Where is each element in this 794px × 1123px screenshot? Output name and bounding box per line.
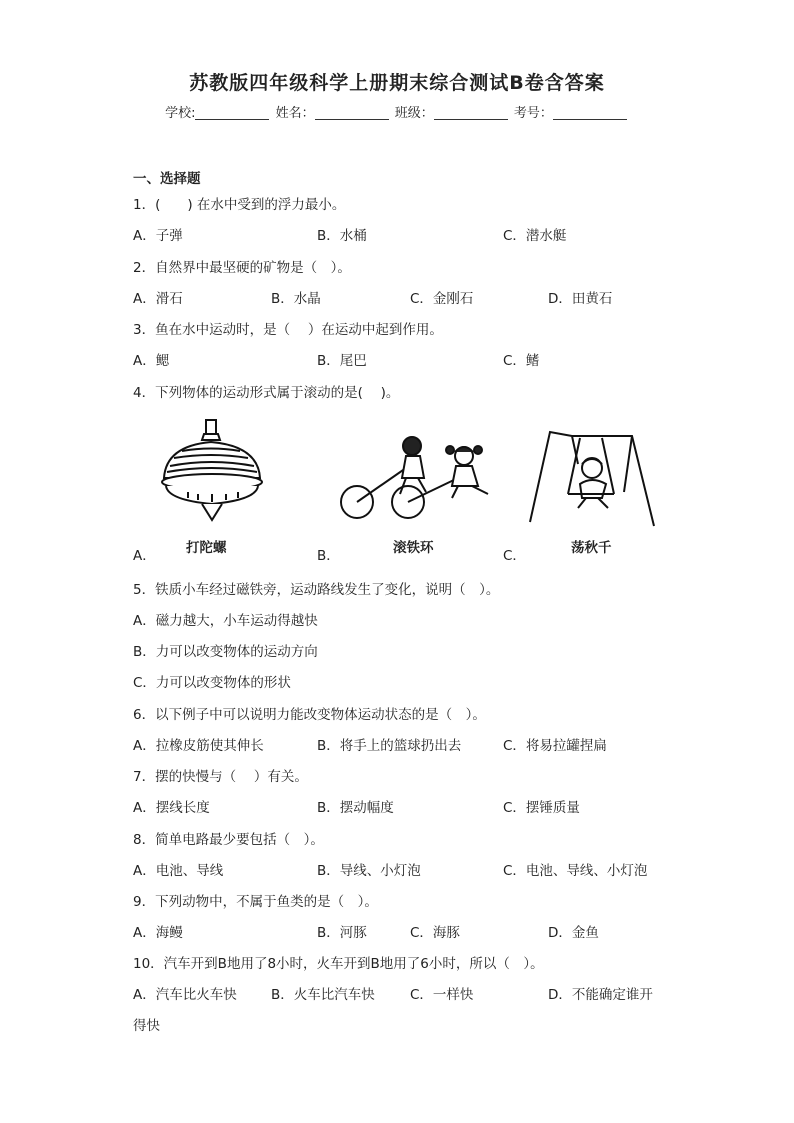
question-3: 3．鱼在水中运动时，是（ ）在运动中起到作用。 bbox=[133, 322, 443, 338]
q10-option-b[interactable]: B．火车比汽车快 bbox=[271, 987, 375, 1003]
q4-option-b[interactable]: B． bbox=[317, 548, 340, 564]
rolling-hoop-image bbox=[340, 432, 500, 524]
q10-option-c[interactable]: C．一样快 bbox=[410, 987, 474, 1003]
question-8: 8．简单电路最少要包括（ ）。 bbox=[133, 832, 324, 848]
q2-option-a[interactable]: A．滑石 bbox=[133, 291, 183, 307]
q8-option-c[interactable]: C．电池、导线、小灯泡 bbox=[503, 863, 648, 879]
q8-option-a[interactable]: A．电池、导线 bbox=[133, 863, 224, 879]
question-5: 5．铁质小车经过磁铁旁，运动路线发生了变化，说明（ ）。 bbox=[133, 582, 500, 598]
caption-rolling-hoop: 滚铁环 bbox=[393, 540, 434, 556]
q7-option-a[interactable]: A．摆线长度 bbox=[133, 800, 210, 816]
q7-option-c[interactable]: C．摆锤质量 bbox=[503, 800, 580, 816]
q1-option-c[interactable]: C．潜水艇 bbox=[503, 228, 567, 244]
q10-option-a[interactable]: A．汽车比火车快 bbox=[133, 987, 237, 1003]
student-info-line bbox=[0, 102, 794, 121]
q6-option-b[interactable]: B．将手上的篮球扔出去 bbox=[317, 738, 462, 754]
class-blank[interactable] bbox=[434, 107, 508, 120]
id-label: 考号： bbox=[513, 106, 553, 121]
q1-option-b[interactable]: B．水桶 bbox=[317, 228, 367, 244]
q2-option-c[interactable]: C．金刚石 bbox=[410, 291, 474, 307]
q3-option-c[interactable]: C．鳍 bbox=[503, 353, 540, 369]
q10-option-d-continuation: 得快 bbox=[133, 1018, 160, 1034]
name-blank[interactable] bbox=[315, 107, 389, 120]
q2-option-b[interactable]: B．水晶 bbox=[271, 291, 321, 307]
question-10: 10．汽车开到B地用了8小时，火车开到B地用了6小时，所以（ ）。 bbox=[133, 956, 544, 972]
page-title: 苏教版四年级科学上册期末综合测试B卷含答案 bbox=[189, 72, 605, 94]
q8-option-b[interactable]: B．导线、小灯泡 bbox=[317, 863, 421, 879]
q9-option-b[interactable]: B．河豚 bbox=[317, 925, 367, 941]
question-6: 6．以下例子中可以说明力能改变物体运动状态的是（ ）。 bbox=[133, 707, 486, 723]
caption-swing: 荡秋千 bbox=[571, 540, 612, 556]
q9-option-a[interactable]: A．海鳗 bbox=[133, 925, 183, 941]
class-label: 班级： bbox=[394, 106, 434, 121]
name-label: 姓名： bbox=[275, 106, 315, 121]
spinning-top-image bbox=[158, 416, 268, 526]
swing-image bbox=[528, 428, 658, 528]
question-2: 2．自然界中最坚硬的矿物是（ ）。 bbox=[133, 260, 351, 276]
q1-option-a[interactable]: A．子弹 bbox=[133, 228, 183, 244]
question-9: 9．下列动物中，不属于鱼类的是（ ）。 bbox=[133, 894, 378, 910]
q9-option-c[interactable]: C．海豚 bbox=[410, 925, 460, 941]
q9-option-d[interactable]: D．金鱼 bbox=[548, 925, 599, 941]
q2-option-d[interactable]: D．田黄石 bbox=[548, 291, 613, 307]
q3-option-a[interactable]: A．鳃 bbox=[133, 353, 170, 369]
id-blank[interactable] bbox=[553, 107, 627, 120]
question-4: 4．下列物体的运动形式属于滚动的是( )。 bbox=[133, 385, 400, 401]
section-title: 一、选择题 bbox=[133, 171, 201, 187]
q5-option-b[interactable]: B．力可以改变物体的运动方向 bbox=[133, 644, 318, 660]
q4-option-a[interactable]: A． bbox=[133, 548, 156, 564]
q7-option-b[interactable]: B．摆动幅度 bbox=[317, 800, 394, 816]
q10-option-d[interactable]: D．不能确定谁开 bbox=[548, 987, 653, 1003]
q6-option-a[interactable]: A．拉橡皮筋使其伸长 bbox=[133, 738, 264, 754]
q5-option-a[interactable]: A．磁力越大，小车运动得越快 bbox=[133, 613, 318, 629]
q6-option-c[interactable]: C．将易拉罐捏扁 bbox=[503, 738, 607, 754]
school-blank[interactable] bbox=[195, 107, 269, 120]
q5-option-c[interactable]: C．力可以改变物体的形状 bbox=[133, 675, 291, 691]
caption-spinning-top: 打陀螺 bbox=[186, 540, 227, 556]
q3-option-b[interactable]: B．尾巴 bbox=[317, 353, 367, 369]
question-1: 1．( ) 在水中受到的浮力最小。 bbox=[133, 197, 346, 213]
q4-option-c[interactable]: C． bbox=[503, 548, 526, 564]
question-7: 7．摆的快慢与（ ）有关。 bbox=[133, 769, 308, 785]
school-label: 学校: bbox=[165, 106, 196, 121]
